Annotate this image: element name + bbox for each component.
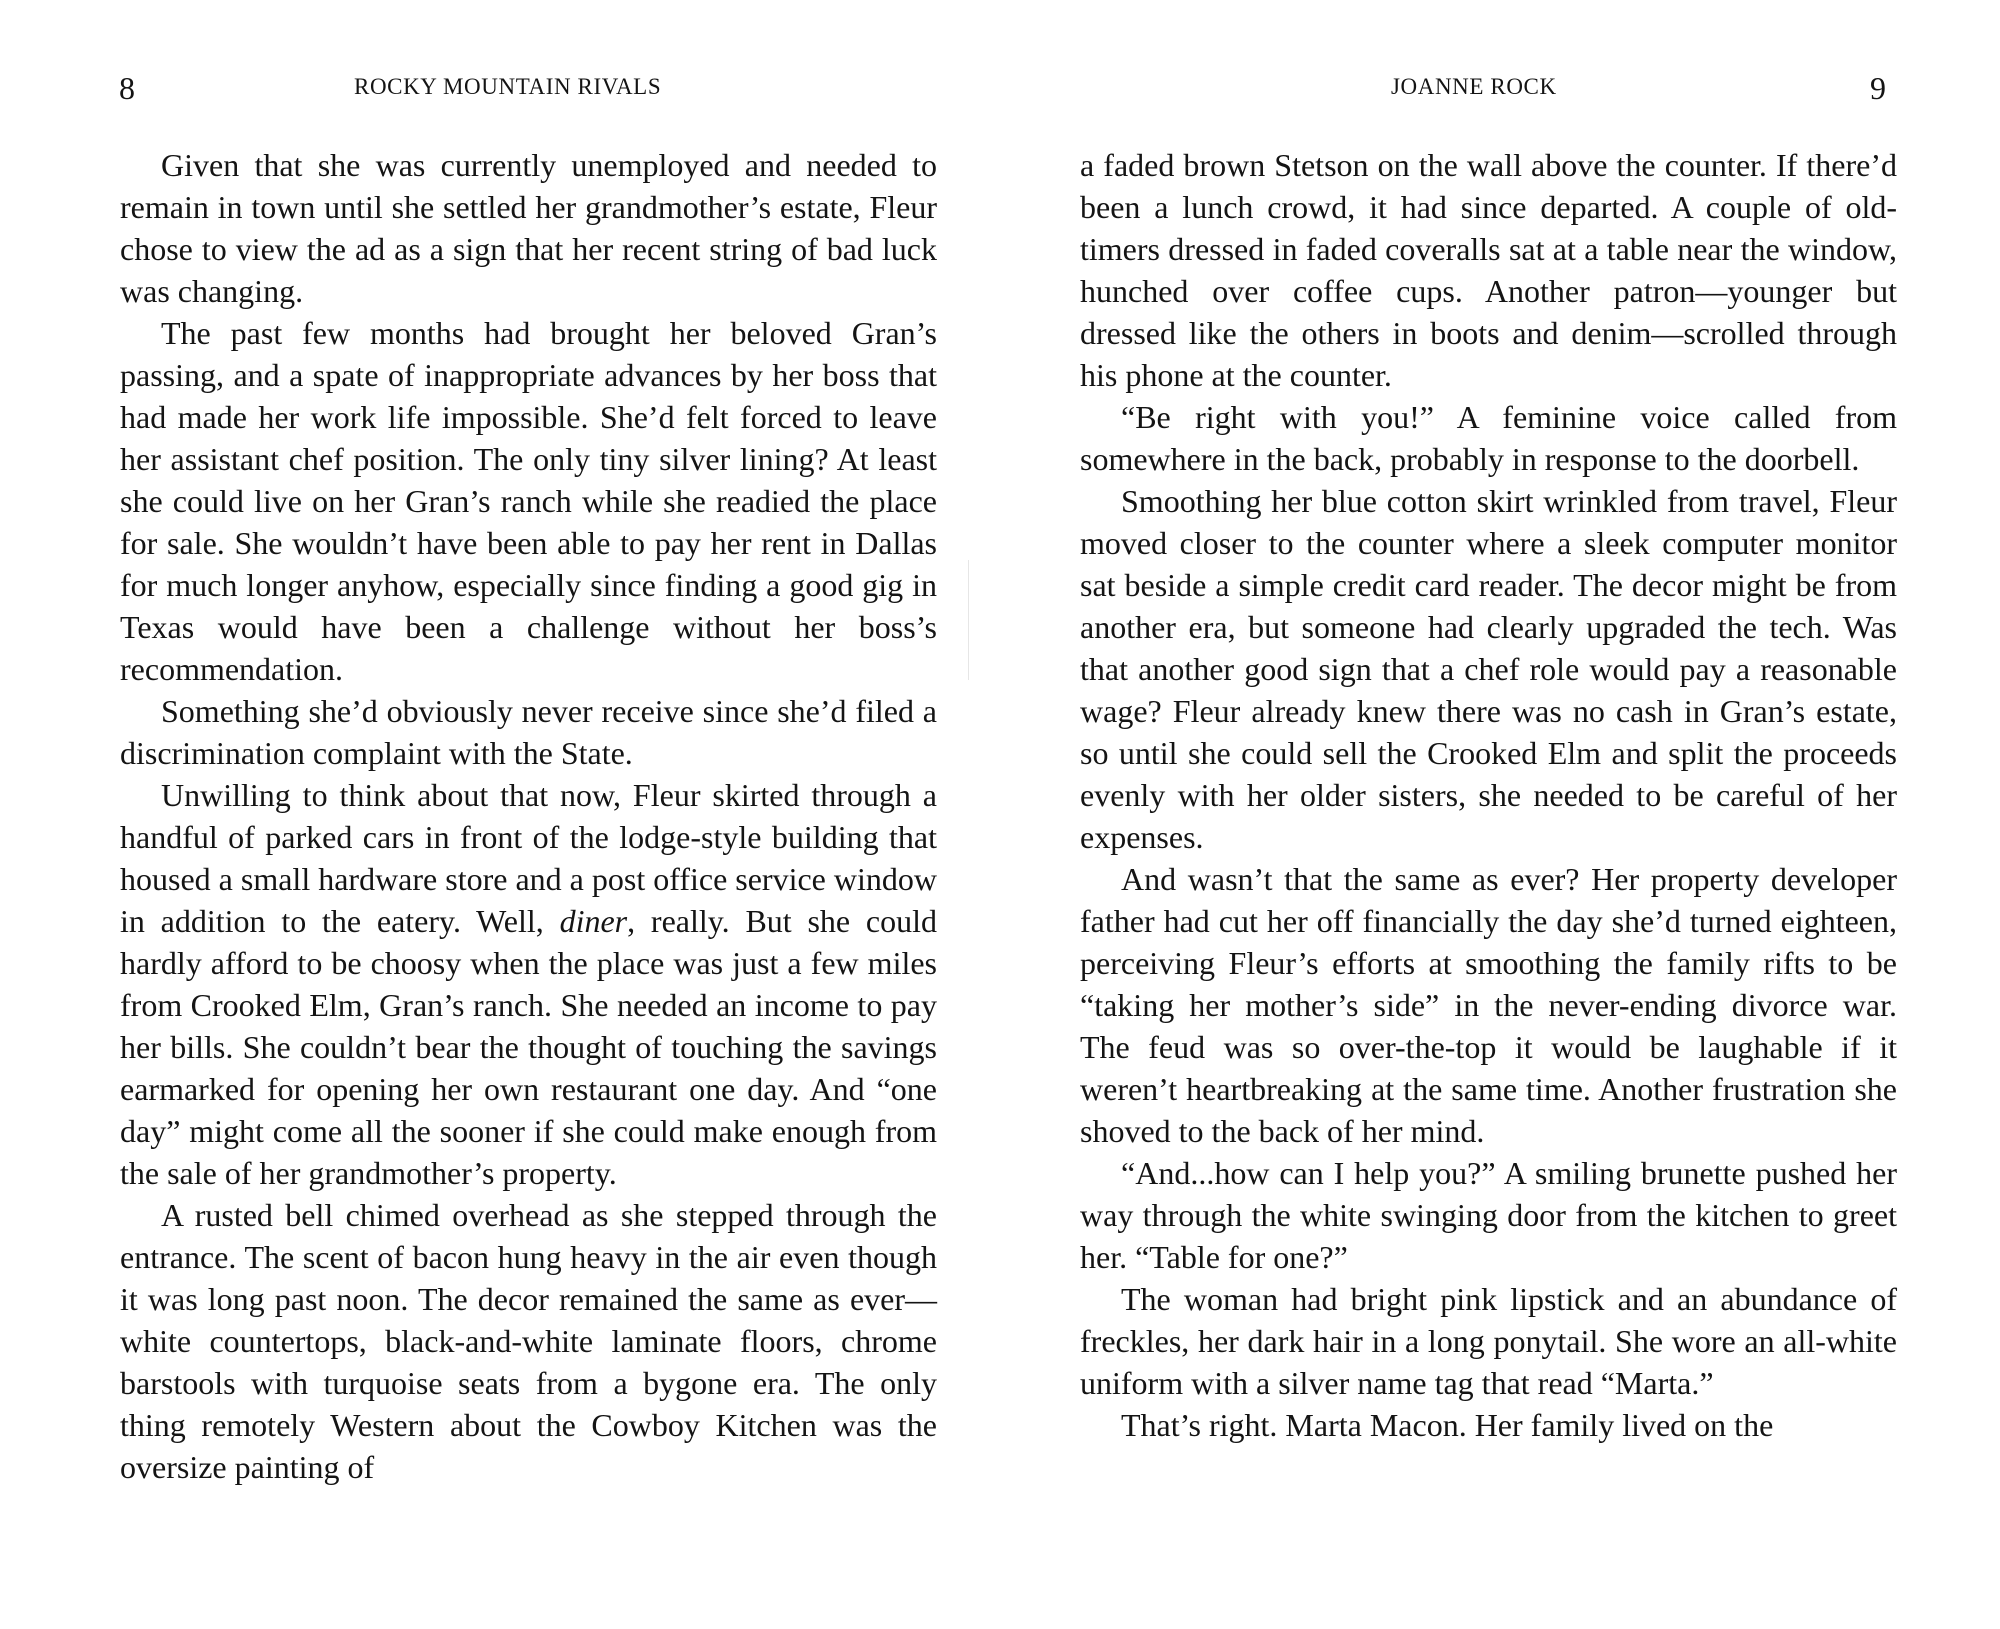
paragraph: And wasn’t that the same as ever? Her property developer father had cut her off financially the day she’d turned eighteen, perceiving Fleur’s efforts at smoothing the family rifts to be “taking her mother’s side” in the never-ending divorce war. The feud was so over-the-top it would be laughable if it weren’t heartbreaking at the same time. Another frustration she shoved to the back of her mind. — [1080, 861, 1897, 1149]
gutter-mark — [968, 560, 969, 680]
paragraph: Given that she was currently unemployed and needed to remain in town until she settled her grandmother’s estate, Fleur chose to view the ad as a sign that her recent string of bad luck was changing. — [120, 147, 937, 309]
emphasized-word: diner — [559, 903, 628, 939]
paragraph: The past few months had brought her beloved Gran’s passing, and a spate of inappropriate advances by her boss that had made her work life impossible. She’d felt forced to leave her assistant chef position. The only tiny silver lining? At least she could live on her Gran’s ranch while she readied the place for sale. She wouldn’t have been able to pay her rent in Dallas for much longer anyhow, especially since finding a good gig in Texas would have been a challenge without her boss’s recommendation. — [120, 315, 937, 687]
paragraph — [120, 774, 937, 1194]
paragraph: “And...how can I help you?” A smiling brunette pushed her way through the white swinging door from the kitchen to greet her. “Table for one?” — [1080, 1155, 1897, 1275]
running-head-author: JOANNE ROCK — [1391, 74, 1557, 99]
page-number: 8 — [119, 70, 135, 106]
paragraph-text: , really. But she could hardly afford to be choosy when the place was just a few miles from Crooked Elm, Gran’s ranch. She needed an income to pay her bills. She couldn’t bear the thought of touching the savings earmarked for opening her own restaurant one day. And “one day” might come all the sooner if she could make enough from the sale of her grandmother’s property. — [120, 903, 938, 1191]
paragraph: Something she’d obviously never receive since she’d filed a discrimination complaint with the State. — [120, 693, 937, 771]
left-page-body — [120, 144, 937, 1488]
paragraph: A rusted bell chimed overhead as she stepped through the entrance. The scent of bacon hung heavy in the air even though it was long past noon. The decor remained the same as ever—white countertops, black-and-white laminate floors, chrome barstools with turquoise seats from a bygone era. The only thing remotely Western about the Cowboy Kitchen was the oversize painting of — [120, 1197, 937, 1485]
right-page — [1000, 0, 2000, 1629]
running-head-title: ROCKY MOUNTAIN RIVALS — [354, 74, 662, 99]
paragraph: Smoothing her blue cotton skirt wrinkled from travel, Fleur moved closer to the counter where a sleek computer monitor sat beside a simple credit card reader. The decor might be from another era, but someone had clearly upgraded the tech. Was that another good sign that a chef role would pay a reasonable wage? Fleur already knew there was no cash in Gran’s estate, so until she could sell the Crooked Elm and split the proceeds evenly with her older sisters, she needed to be careful of her expenses. — [1080, 483, 1897, 855]
page-number: 9 — [1870, 70, 1886, 106]
paragraph-continued: a faded brown Stetson on the wall above the counter. If there’d been a lunch crowd, it had since departed. A couple of old-timers dressed in faded coveralls sat at a table near the window, hunched over coffee cups. Another patron—younger but dressed like the others in boots and denim—scrolled through his phone at the counter. — [1080, 147, 1897, 393]
right-page-body — [1080, 144, 1897, 1446]
paragraph: That’s right. Marta Macon. Her family lived on the — [1121, 1407, 1774, 1443]
paragraph-text: Unwilling to think about that now, Fleur skirted through a handful of parked cars in front of the lodge-style building that housed a small hardware store and a post office service window in addition to the eatery. Well, — [120, 777, 937, 939]
paragraph: The woman had bright pink lipstick and an abundance of freckles, her dark hair in a long ponytail. She wore an all-white uniform with a silver name tag that read “Marta.” — [1080, 1281, 1897, 1401]
paragraph: “Be right with you!” A feminine voice called from somewhere in the back, probably in response to the doorbell. — [1080, 399, 1897, 477]
